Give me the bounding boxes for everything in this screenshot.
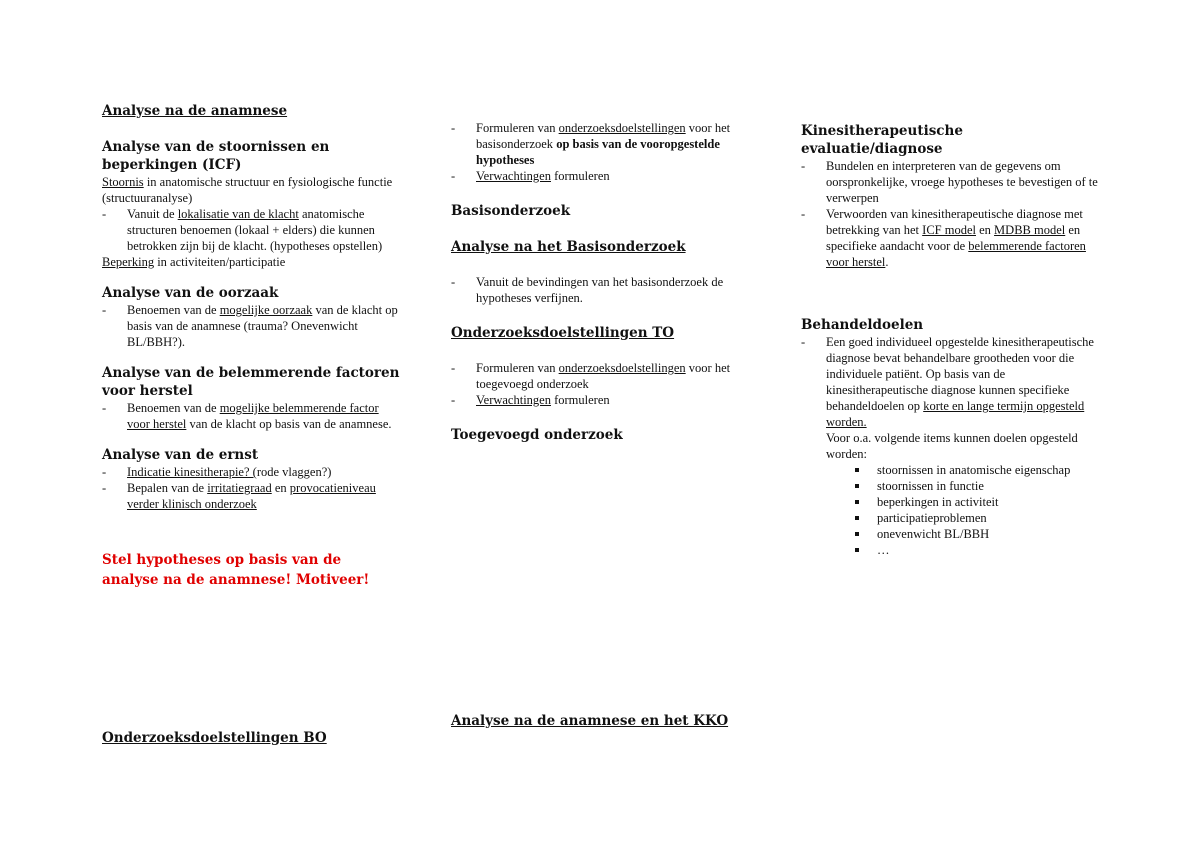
list-item: … [852,542,1101,558]
list-item: - Een goed individueel opgestelde kinesitherapeutische diagnose bevat behandelbare grootheden voor die individuele patiënt. Op basis van de kinesitherapeutische diagnose kunnen specifieke behandeldoelen op korte en lange termijn opgesteld worden. Voor o.a. volgende items kunnen doelen opgesteld worden: [801,334,1101,462]
list-item: - Verwachtingen formuleren [451,168,771,184]
list-item: - Formuleren van onderzoeksdoelstellingen voor het basisonderzoek op basis van de vooropgestelde hypotheses [451,120,771,168]
list-item: stoornissen in functie [852,478,1101,494]
list-item: - Verwoorden van kinesitherapeutische diagnose met betrekking van het ICF model en MDBB model en specifieke aandacht voor de belemmerende factoren voor herstel. [801,206,1101,270]
list-behandeldoelen [801,334,1101,462]
heading-analyse-kko: Analyse na de anamnese en het KKO [451,713,729,729]
heading-evaluatie-diagnose: Kinesitherapeutische evaluatie/diagnose [801,123,963,157]
list-item: - Bepalen van de irritatiegraad en provocatieniveau verder klinisch onderzoek [102,480,402,512]
list-item: participatieproblemen [852,510,1101,526]
heading-ernst: Analyse van de ernst [102,447,259,463]
list-belemmerende [102,400,402,432]
column-middle [451,120,771,444]
heading-onderzoeksdoelstellingen-bo: Onderzoeksdoelstellingen BO [102,730,327,746]
heading-belemmerende-factoren: Analyse van de belemmerende factoren voor herstel [102,365,400,399]
list-item: stoornissen in anatomische eigenschap [852,462,1101,478]
list-item: - Verwachtingen formuleren [451,392,771,408]
heading-analyse-basisonderzoek: Analyse na het Basisonderzoek [451,239,686,255]
list-doelstellingen-to [451,360,771,408]
list-analyse-basis [451,274,771,306]
callout-motiveer: Stel hypotheses op basis van de analyse na de anamnese! Motiveer! [102,552,370,588]
list-doelstellingen-bo [451,120,771,184]
list-ernst [102,464,402,512]
heading-behandeldoelen: Behandeldoelen [801,317,924,333]
heading-stoornissen: Analyse van de stoornissen en beperkingen (ICF) [102,139,330,173]
list-diagnose [801,158,1101,270]
paragraph-beperking: Beperking in activiteiten/participatie [102,255,286,269]
doc-title: Analyse na de anamnese [102,103,288,119]
heading-toegevoegd-onderzoek: Toegevoegd onderzoek [451,427,623,443]
list-item: onevenwicht BL/BBH [852,526,1101,542]
list-item: - Benoemen van de mogelijke oorzaak van de klacht op basis van de anamnese (trauma? Onevenwicht BL/BBH?). [102,302,402,350]
column-left [102,102,402,590]
list-stoornissen [102,206,402,254]
list-item: beperkingen in activiteit [852,494,1101,510]
list-item: - Bundelen en interpreteren van de gegevens om oorspronkelijke, vroege hypotheses te bevestigen of te verwerpen [801,158,1101,206]
list-item: - Vanuit de bevindingen van het basisonderzoek de hypotheses verfijnen. [451,274,771,306]
heading-basisonderzoek: Basisonderzoek [451,203,571,219]
heading-oorzaak: Analyse van de oorzaak [102,285,279,301]
list-item: - Vanuit de lokalisatie van de klacht anatomische structuren benoemen (lokaal + elders) die kunnen betrokken zijn bij de klacht. (hypotheses opstellen) [102,206,402,254]
heading-onderzoeksdoelstellingen-to: Onderzoeksdoelstellingen TO [451,325,675,341]
list-doel-items [801,462,1101,558]
paragraph-stoornis: Stoornis in anatomische structuur en fysiologische functie (structuuranalyse) [102,175,393,205]
list-item: - Benoemen van de mogelijke belemmerende factor voor herstel van de klacht op basis van de anamnese. [102,400,402,432]
list-item: - Indicatie kinesitherapie? (rode vlaggen?) [102,464,402,480]
list-item: - Formuleren van onderzoeksdoelstellingen voor het toegevoegd onderzoek [451,360,771,392]
list-oorzaak [102,302,402,350]
column-right [801,122,1101,558]
